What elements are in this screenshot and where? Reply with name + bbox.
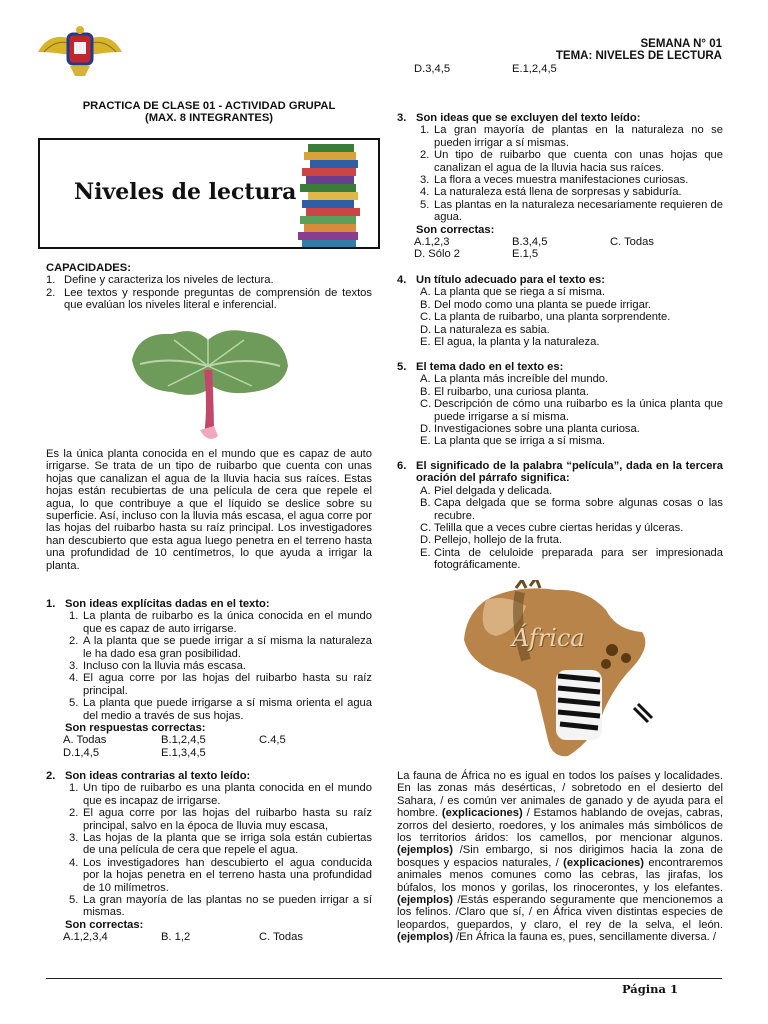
list-item: E. Cinta de celuloide preparada para ser impresionada fotográficamente. [420,546,723,572]
africa-map-label: África [512,624,585,652]
list-item: E. La planta que se irriga a sí misma. [420,435,606,448]
capacidad-item: 2. Lee textos y responde preguntas de comprensión de textos que evalúan los niveles literal e inferencial. [46,286,372,312]
answer-row: A. Todas B.1,2,4,5 C.4,5 [63,734,286,747]
list-item: 3. Incluso con la lluvia más escasa. [69,660,246,673]
list-item: D. Investigaciones sobre una planta curiosa. [420,423,640,436]
practice-subtitle: (MAX. 8 INTEGRANTES) [144,112,274,124]
list-item: 4. Los investigadores han descubierto el agua conducida por la hojas penetra en el terreno hasta una profundidad de 10 milímetros. [69,856,372,894]
question-title: Son ideas contrarias al texto leído: [65,770,251,782]
list-item: 2. Un tipo de ruibarbo que cuenta con unas hojas que canalizan el agua de la lluvia hacia sus raíces. [420,149,723,174]
answer-row: D.1,4,5 E.1,3,4,5 [63,746,206,759]
topic-label: TEMA: NIVELES DE LECTURA [555,50,722,62]
week-label: SEMANA N° 01 [640,38,722,50]
list-item: 5. La gran mayoría de las plantas no se pueden irrigar a sí mismas. [69,894,372,919]
footer-divider [46,978,722,979]
question-title: Un título adecuado para el texto es: [416,274,605,286]
answer-row: A.1,2,3 B.3,4,5 C. Todas [414,236,654,249]
list-item: 2. A la planta que se puede irrigar a sí misma la naturaleza le ha dado esa gran posibilidad. [69,635,372,660]
capacidades-section [46,262,372,312]
list-item: A. Piel delgada y delicada. [420,484,553,497]
list-item: E. El agua, la planta y la naturaleza. [420,336,600,349]
capacidad-item: 1. Define y caracteriza los niveles de lectura. [46,274,274,287]
page-number: Página 1 [621,982,678,996]
institution-logo [30,22,130,78]
answers-label: Son correctas: [416,223,495,236]
top-answer-e: E.1,2,4,5 [512,63,557,75]
question-6: 6. El significado de la palabra “película”, dada en la tercera oración del párrafo significa: A. Piel delgada y delicada. B. Capa delgada que se forma sobre algunas cosas o las recubre. C. Telilla que a veces cubre ciertas heridas y úlceras. D. Pellejo, hollejo de la fruta. E. Cinta de celuloide preparada para ser impresionada fotográficamente. [397,460,723,572]
answers-label: Son correctas: [65,918,144,931]
list-item: D. Pellejo, hollejo de la fruta. [420,534,563,547]
question-3: 3. Son ideas que se excluyen del texto leído: 1. La gran mayoría de plantas en la naturaleza no se pueden irrigar a sí mismas. 2. Un tipo de ruibarbo que cuenta con unas hojas que canalizan el agua de la lluvia hacia sus raíces. 3. La flora a veces muestra manifestaciones curiosas. 4. La naturaleza está llena de sorpresas y sabiduría. 5. Las plantas en la naturaleza necesariamente requieren de agua. Son correctas: A.1,2,3 B.3,4,5 C. Todas D. Sólo 2 E.1,5 [397,112,723,261]
question-1: 1. Son ideas explícitas dadas en el texto: 1. La planta de ruibarbo es la única conocida en el mundo que es capaz de auto irrigarse. 2. A la planta que se puede irrigar a sí misma la naturaleza le ha dado esa gran posibilidad. 3. Incluso con la lluvia más escasa. 4. El agua corre por las hojas del ruibarbo hasta su raíz principal. 5. La planta que puede irrigarse a sí misma orienta el agua del medio a través de sus hojas. Son respuestas correctas: A. Todas B.1,2,4,5 C.4,5 D.1,4,5 E.1,3,4,5 [46,598,372,759]
list-item: 4. El agua corre por las hojas del ruibarbo hasta su raíz principal. [69,672,372,697]
list-item: 4. La naturaleza está llena de sorpresas y sabiduría. [420,186,682,199]
answer-row: A.1,2,3,4 B. 1,2 C. Todas [63,931,303,944]
list-item: C. Descripción de cómo una ruibarbo es la única planta que puede irrigarse a sí misma. [420,398,723,423]
list-item: 3. La flora a veces muestra manifestaciones curiosas. [420,174,689,187]
question-5: 5. El tema dado en el texto es: A. La planta más increíble del mundo. B. El ruibarbo, una curiosa planta. C. Descripción de cómo una ruibarbo es la única planta que puede irrigarse a sí misma. D. Investigaciones sobre una planta curiosa. E. La planta que se irriga a sí misma. [397,361,723,448]
list-item: 1. La gran mayoría de plantas en la naturaleza no se pueden irrigar a sí mismas. [420,124,723,149]
list-item: A. La planta que se riega a sí misma. [420,286,606,299]
answers-label: Son respuestas correctas: [65,722,206,735]
list-item: 5. Las plantas en la naturaleza necesariamente requieren de agua. [420,198,723,224]
list-item: B. Del modo como una planta se puede irrigar. [420,298,652,311]
practice-title: PRACTICA DE CLASE 01 - ACTIVIDAD GRUPAL [82,100,336,112]
list-item: 1. La planta de ruibarbo es la única conocida en el mundo que es capaz de auto irrigarse. [69,610,372,635]
africa-paragraph: La fauna de África no es igual en todos los países y localidades. En las zonas más desérticas, / sobretodo en el desierto del Sahara, / es común ver animales de ganado y de ayuda para el hombre. (explicaciones) / Estamos hablando de ovejas, cabras, zorros del desierto, roedores, y los animales más simbólicos de los territorios áridos: los camellos, por mencionar algunos. (ejemplos) /Sin embargo, si nos dirigimos hacia la zona de bosques y espacios naturales, / (explicaciones) encontraremos animales menos comunes como las cebras, las jirafas, los búfalos, los monos y gorilas, los rinocerontes, y los elefantes. (ejemplos) /Estás esperando seguramente que mencionemos a los felinos. /Claro que sí, / en África viven distintas especies de leopardos, guepardos, y claro, el rey de la selva, el león. (ejemplos) /En África la fauna es, pues, sencillamente diversa. / [397,770,723,944]
question-title: El significado de la palabra “película”, dada en la tercera oración del párrafo significa: [416,460,723,485]
reading-passage: Es la única planta conocida en el mundo que es capaz de auto irrigarse. Se trata de un tipo de ruibarbo que cuenta con unas hojas que canalizan el agua de la lluvia hacia sus raíces. Estas hojas están recubiertas de una película de cera que repele el agua, lo que contribuye a que el líquido se deslice sobre su superficie. Así, incluso con la lluvia más escasa, el agua corre por las hojas del ruibarbo hasta su raíz principal. Los investigadores han descubierto que esta agua luego penetra en el terreno hasta una profundidad de 10 centímetros, lo que ayuda a irrigar la planta. [46,448,372,572]
list-item: 5. La planta que puede irrigarse a sí misma orienta el agua del medio a través de sus hojas. [69,697,372,722]
books-stack-icon [290,140,380,249]
list-item: 3. Las hojas de la planta que se irriga sola están cubiertas de una película de cera que repele el agua. [69,832,372,857]
question-2: 2. Son ideas contrarias al texto leído: 1. Un tipo de ruibarbo es una planta conocida en el mundo que es incapaz de irrigarse. 2. El agua corre por las hojas del ruibarbo hasta su raíz principal, salvo en la época de lluvia muy escasa, 3. Las hojas de la planta que se irriga sola están cubiertas de una película de cera que repele el agua. 4. Los investigadores han descubierto el agua conducida por la hojas penetra en el terreno hasta una profundidad de 10 milímetros. 5. La gran mayoría de las plantas no se pueden irrigar a sí mismas. Son correctas: A.1,2,3,4 B. 1,2 C. Todas [46,770,372,944]
question-4: 4. Un título adecuado para el texto es: A. La planta que se riega a sí misma. B. Del modo como una planta se puede irrigar. C. La planta de ruibarbo, una planta sorprendente. D. La naturaleza es sabia. E. El agua, la planta y la naturaleza. [397,274,723,348]
question-title: Son ideas que se excluyen del texto leído: [416,112,641,124]
africa-map-image [456,580,656,760]
rhubarb-plant-image [128,326,292,446]
capacidades-heading: CAPACIDADES: [46,262,131,274]
list-item: 2. El agua corre por las hojas del ruibarbo hasta su raíz principal, salvo en la época de lluvia muy escasa, [69,807,372,832]
list-item: A. La planta más increíble del mundo. [420,373,609,386]
banner-title: Niveles de lectura [74,179,297,205]
list-item: D. La naturaleza es sabia. [420,323,550,336]
list-item: B. Capa delgada que se forma sobre algunas cosas o las recubre. [420,497,723,522]
question-title: Son ideas explícitas dadas en el texto: [65,598,270,610]
top-answer-d: D.3,4,5 [414,63,451,75]
banner [38,138,380,249]
list-item: 1. Un tipo de ruibarbo es una planta conocida en el mundo que es incapaz de irrigarse. [69,782,372,807]
list-item: C. La planta de ruibarbo, una planta sorprendente. [420,311,671,324]
question-title: El tema dado en el texto es: [416,361,564,373]
list-item: B. El ruibarbo, una curiosa planta. [420,385,589,398]
list-item: C. Telilla que a veces cubre ciertas heridas y úlceras. [420,522,684,535]
answer-row: D. Sólo 2 E.1,5 [414,248,539,261]
